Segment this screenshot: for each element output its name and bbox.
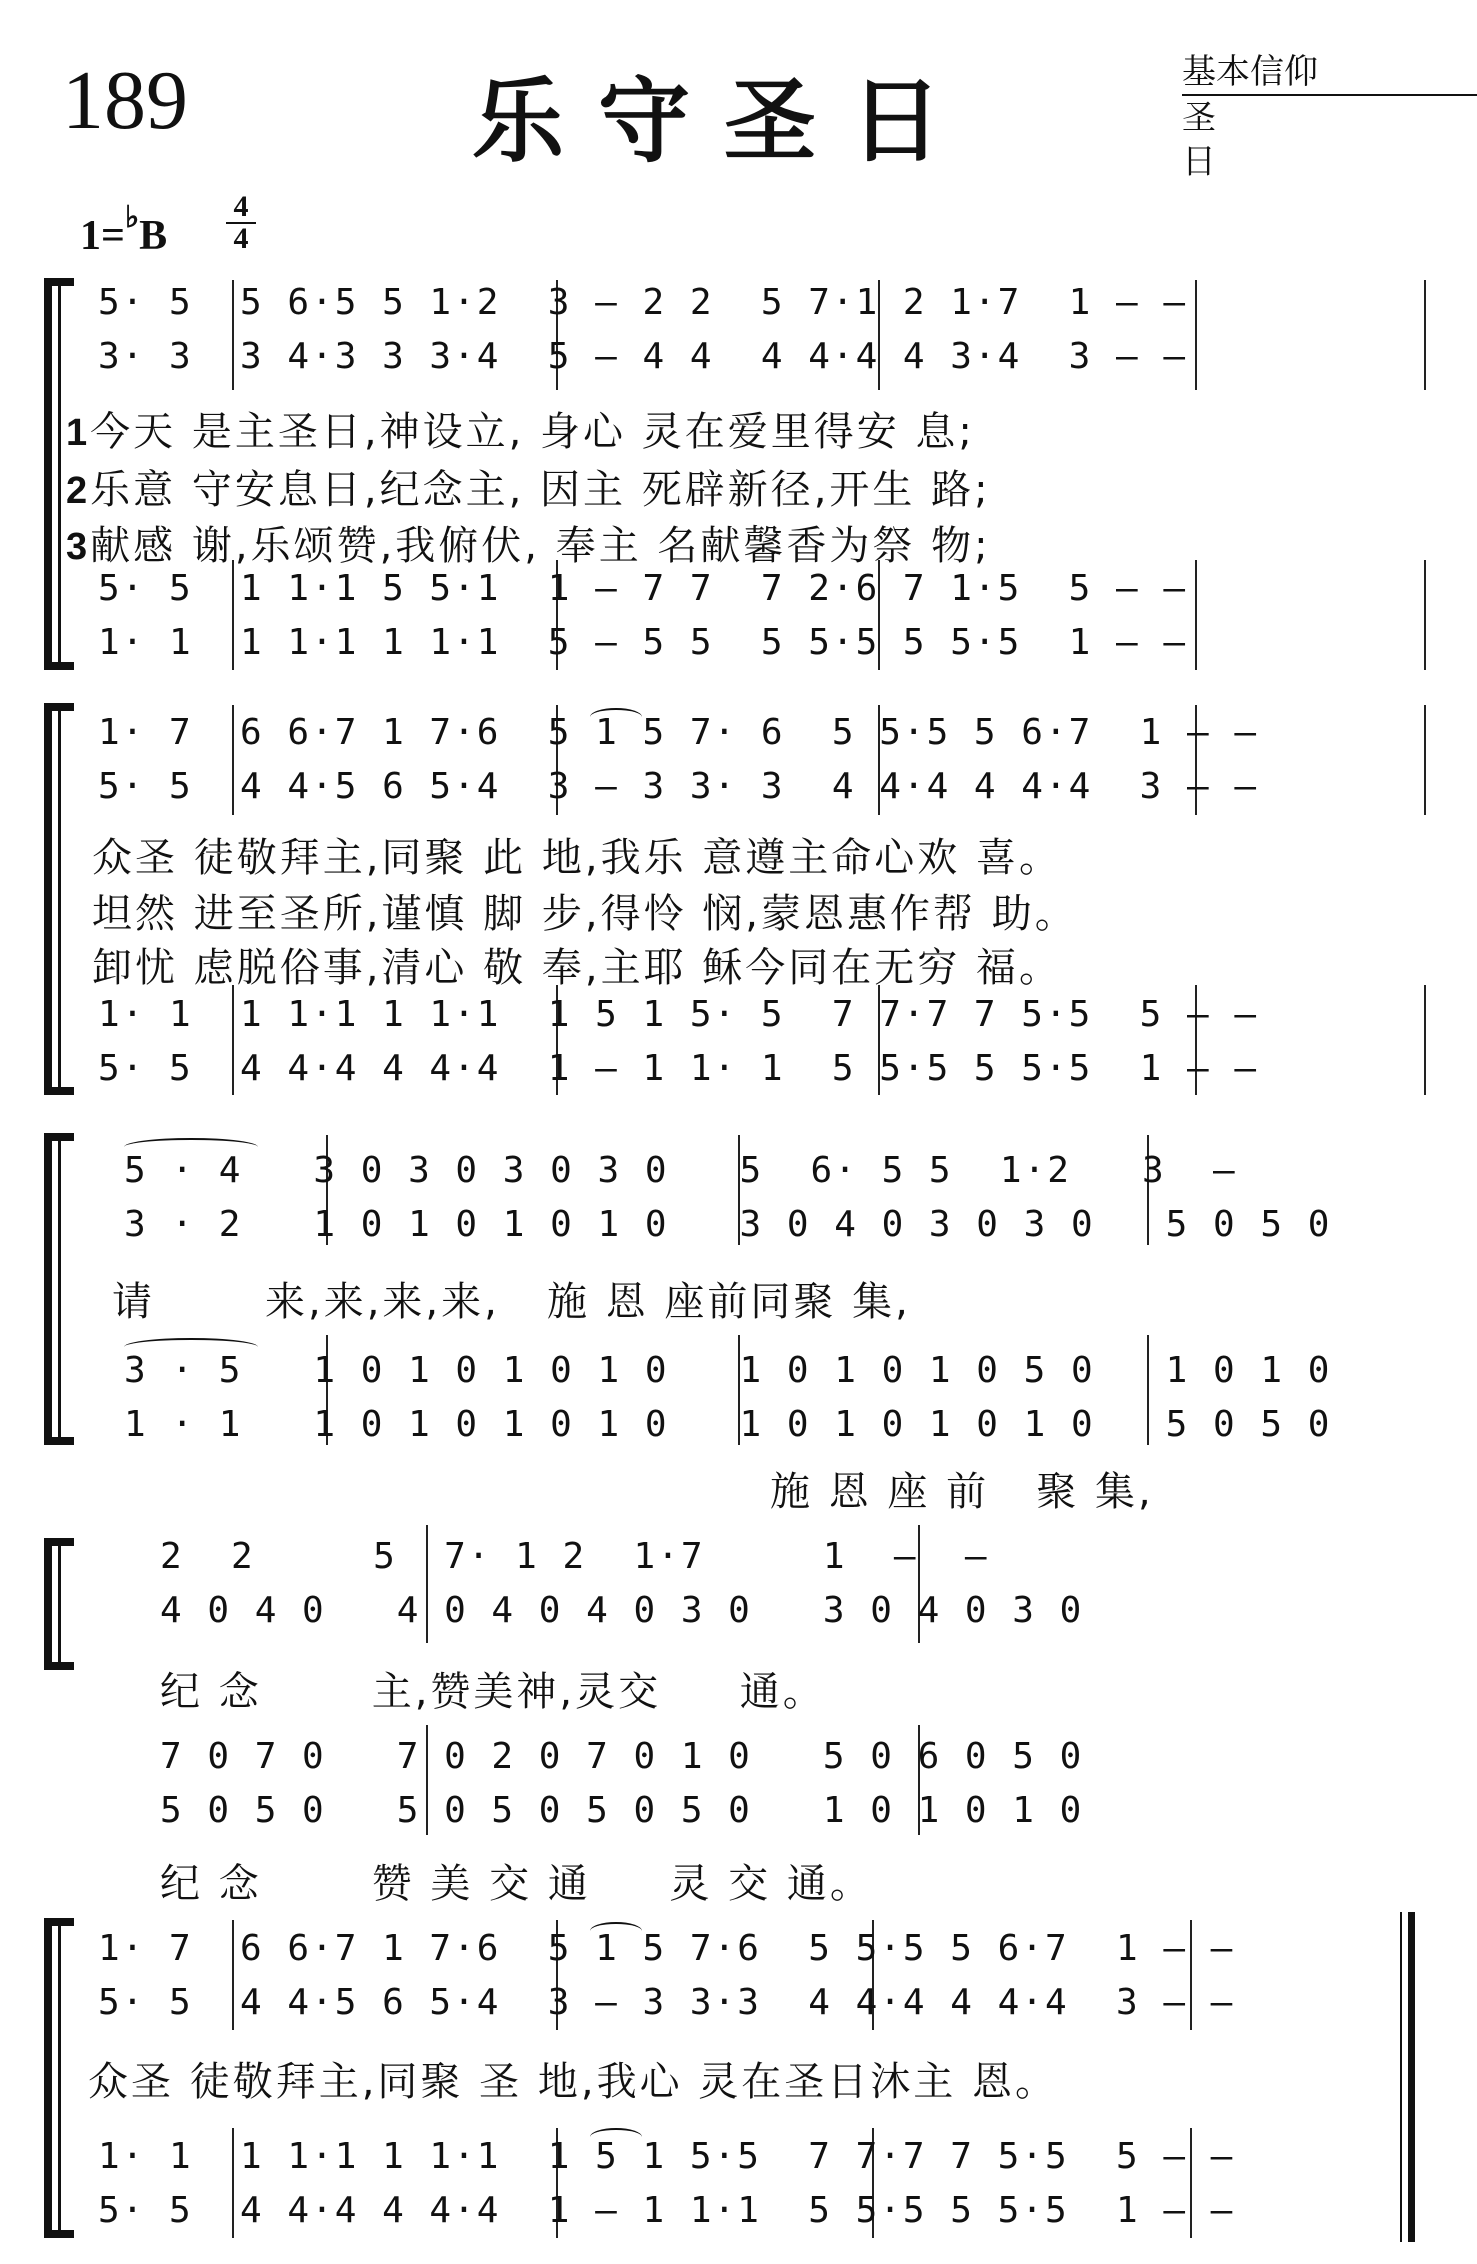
flat-symbol: ♭ — [124, 201, 140, 234]
system-line — [58, 705, 61, 1095]
verse-number: 3 — [66, 526, 91, 568]
verse-3-line: 卸忧 虑脱俗事,清心 敬 奉,主耶 稣今同在无穷 福。 — [92, 945, 1063, 991]
bass-line: 5 0 5 0 5 0 5 0 5 0 5 0 1 0 1 0 1 0 — [160, 1790, 1084, 1831]
barline — [1424, 985, 1426, 1095]
key-note: B — [139, 213, 168, 259]
soprano-line: 5· 5 5 6·5 5 1·2 3 — 2 2 5 7·1 2 1·7 1 — — — [98, 282, 1187, 323]
verse-text: 献感 谢,乐颂赞,我俯伏, 奉主 名献馨香为祭 物; — [90, 523, 991, 569]
system-bracket — [44, 1135, 52, 1445]
verse-number: 1 — [66, 412, 91, 454]
system-line — [58, 1135, 61, 1445]
time-bottom: 4 — [233, 222, 249, 255]
alto-line: 5· 5 4 4·5 6 5·4 3 — 3 3· 3 4 4·4 4 4·4 3 — — — [98, 766, 1259, 807]
category-label — [1182, 50, 1477, 184]
bass-line: 1 · 1 1 0 1 0 1 0 1 0 1 0 1 0 1 0 1 0 5 0 5 0 — [124, 1404, 1332, 1445]
final-barline-thin — [1400, 1912, 1402, 2242]
alto-line: 5· 5 4 4·5 6 5·4 3 — 3 3·3 4 4·4 4 4·4 3 — — — [98, 1982, 1235, 2023]
alto-line: 3 · 2 1 0 1 0 1 0 1 0 3 0 4 0 3 0 3 0 5 0 5 0 — [124, 1204, 1332, 1245]
verse-1-line: 众圣 徒敬拜主,同聚 此 地,我乐 意遵主命心欢 喜。 — [92, 835, 1063, 881]
lyrics-upper: 请 来,来,来,来, 施 恩 座前同聚 集, — [112, 1279, 911, 1325]
final-barline-thick — [1408, 1912, 1415, 2242]
barline — [1424, 705, 1426, 815]
lyrics-lower: 纪 念 赞 美 交 通 灵 交 通。 — [160, 1861, 873, 1907]
tenor-line: 7 0 7 0 7 0 2 0 7 0 1 0 5 0 6 0 5 0 — [160, 1736, 1084, 1777]
system-bracket — [44, 705, 52, 1095]
system-bracket — [44, 1540, 52, 1670]
barline — [1424, 280, 1426, 390]
system-line — [58, 1540, 61, 1670]
bass-line: 5· 5 4 4·4 4 4·4 1 — 1 1· 1 5 5·5 5 5·5 1 — — — [98, 1048, 1259, 1089]
system-line — [58, 1920, 61, 2238]
soprano-line: 1· 7 6 6·7 1 7·6 5 1 5 7· 6 5 5·5 5 6·7 1 — — — [98, 712, 1259, 753]
lyrics-lower: 施 恩 座 前 聚 集, — [770, 1469, 1154, 1515]
system-line — [58, 280, 61, 670]
verse-3-line — [66, 514, 991, 571]
verse-number: 2 — [66, 470, 91, 512]
bass-line: 1· 1 1 1·1 1 1·1 5 — 5 5 5 5·5 5 5·5 1 — — — [98, 622, 1187, 663]
time-top: 4 — [226, 192, 256, 224]
hymn-number: 189 — [62, 54, 188, 147]
hymn-title: 乐守圣日 — [472, 67, 977, 175]
barline — [1195, 560, 1197, 670]
category: 基本信仰 — [1182, 50, 1477, 96]
verse-2-line — [66, 458, 991, 515]
lyrics-upper: 纪 念 主,赞美神,灵交 通。 — [160, 1669, 826, 1715]
alto-line: 4 0 4 0 4 0 4 0 4 0 3 0 3 0 4 0 3 0 — [160, 1590, 1084, 1631]
barline — [1195, 280, 1197, 390]
barline — [1424, 560, 1426, 670]
verse-2-line: 坦然 进至圣所,谨慎 脚 步,得怜 悯,蒙恩惠作帮 助。 — [92, 891, 1078, 937]
alto-line: 3· 3 3 4·3 3 3·4 5 — 4 4 4 4·4 4 3·4 3 — — — [98, 336, 1187, 377]
verse-text: 乐意 守安息日,纪念主, 因主 死辟新径,开生 路; — [90, 467, 991, 513]
soprano-line: 2 2 5 7· 1 2 1·7 1 — — — [160, 1536, 989, 1577]
verse-1-line — [66, 400, 975, 457]
tenor-line: 1· 1 1 1·1 1 1·1 1 5 1 5·5 7 7·7 7 5·5 5 — — — [98, 2136, 1235, 2177]
soprano-line: 5 · 4 3 0 3 0 3 0 3 0 5 6· 5 5 1·2 3 — — [124, 1150, 1237, 1191]
soprano-line: 1· 7 6 6·7 1 7·6 5 1 5 7·6 5 5·5 5 6·7 1 — — — [98, 1928, 1235, 1969]
verse-text: 今天 是主圣日,神设立, 身心 灵在爱里得安 息; — [90, 409, 975, 455]
tenor-line: 1· 1 1 1·1 1 1·1 1 5 1 5· 5 7 7·7 7 5·5 5 — — — [98, 994, 1259, 1035]
tenor-line: 3 · 5 1 0 1 0 1 0 1 0 1 0 1 0 1 0 5 0 1 0 1 0 — [124, 1350, 1332, 1391]
lyrics: 众圣 徒敬拜主,同聚 圣 地,我心 灵在圣日沐主 恩。 — [88, 2059, 1059, 2105]
key-signature — [80, 200, 167, 260]
time-signature — [226, 192, 256, 254]
tenor-line: 5· 5 1 1·1 5 5·1 1 — 7 7 7 2·6 7 1·5 5 — — — [98, 568, 1187, 609]
bass-line: 5· 5 4 4·4 4 4·4 1 — 1 1·1 5 5·5 5 5·5 1 — — — [98, 2190, 1235, 2231]
system-bracket — [44, 1920, 52, 2238]
subcategory: 圣 日 — [1182, 98, 1302, 182]
key-label: 1= — [80, 213, 125, 259]
system-bracket — [44, 280, 52, 670]
